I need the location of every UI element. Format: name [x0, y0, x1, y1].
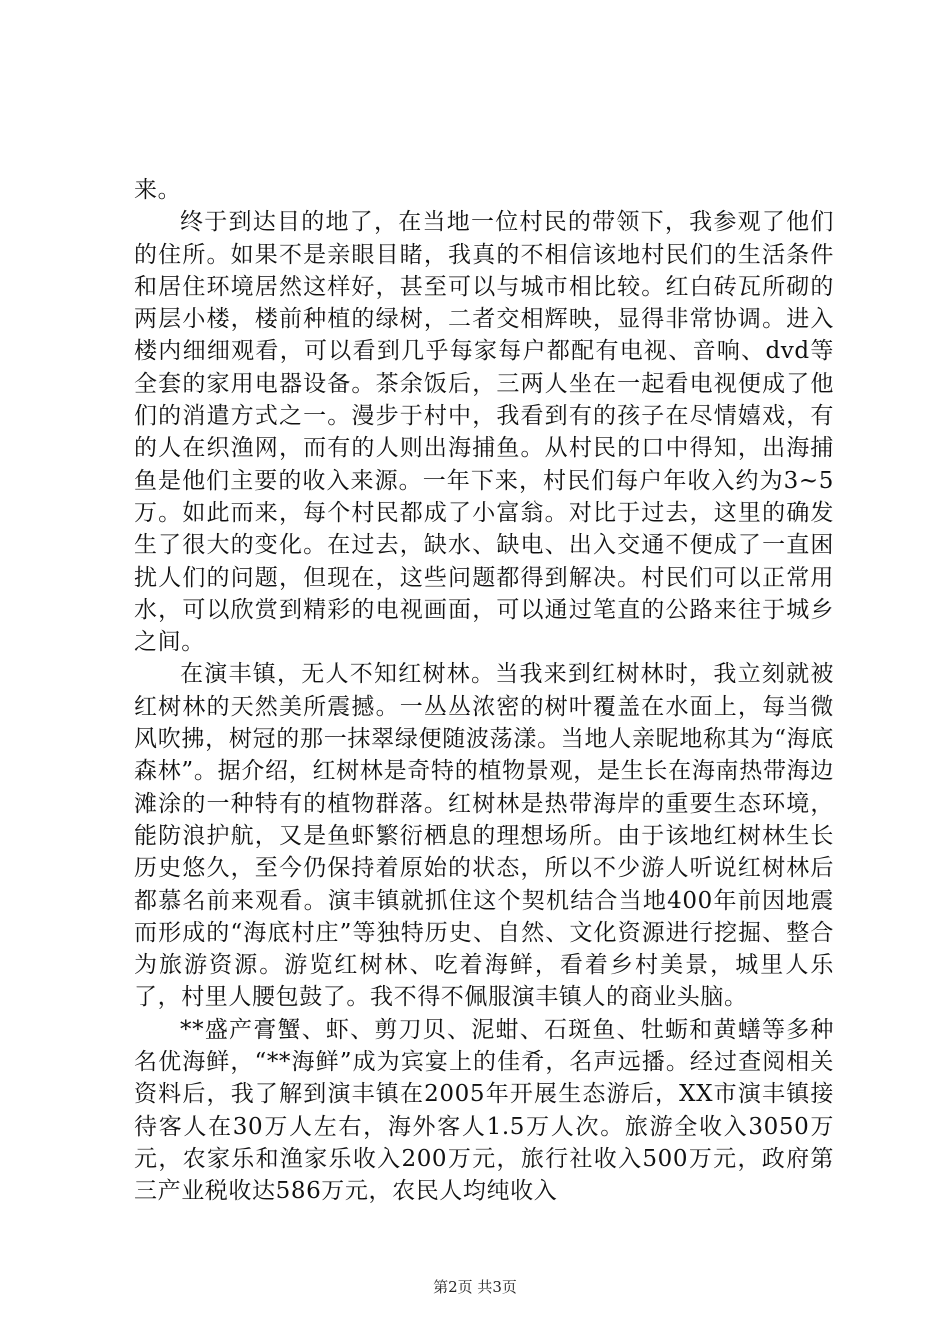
paragraph-3: 在演丰镇，无人不知红树林。当我来到红树林时，我立刻就被红树林的天然美所震撼。一丛丛浓密的树叶覆盖在水面上，每当微风吹拂，树冠的那一抹翠绿便随波荡漾。当地人亲昵地称其为“海底森林”。据介绍，红树林是奇特的植物景观，是生长在海南热带海边滩涂的一种特有的植物群落。红树林是热带海岸的重要生态环境，能防浪护航，又是鱼虾繁衍栖息的理想场所。由于该地红树林生长历史悠久，至今仍保持着原始的状态，所以不少游人听说红树林后都慕名前来观看。演丰镇就抓住这个契机结合当地400年前因地震而形成的“海底村庄”等独特历史、自然、文化资源进行挖掘、整合为旅游资源。游览红树林、吃着海鲜，看着乡村美景，城里人乐了，村里人腰包鼓了。我不得不佩服演丰镇人的商业头脑。: [134, 661, 834, 1011]
paragraph-1: 来。: [134, 177, 182, 203]
paragraph-2: 终于到达目的地了，在当地一位村民的带领下，我参观了他们的住所。如果不是亲眼目睹，我真的不相信该地村民们的生活条件和居住环境居然这样好，甚至可以与城市相比较。红白砖瓦所砌的两层小楼，楼前种植的绿树，二者交相辉映，显得非常协调。进入楼内细细观看，可以看到几乎每家每户都配有电视、音响、dvd等全套的家用电器设备。茶余饭后，三两人坐在一起看电视便成了他们的消遣方式之一。漫步于村中，我看到有的孩子在尽情嬉戏，有的人在织渔网，而有的人则出海捕鱼。从村民的口中得知，出海捕鱼是他们主要的收入来源。一年下来，村民们每户年收入约为3~5万。如此而来，每个村民都成了小富翁。对比于过去，这里的确发生了很大的变化。在过去，缺水、缺电、出入交通不便成了一直困扰人们的问题，但现在，这些问题都得到解决。村民们可以正常用水，可以欣赏到精彩的电视画面，可以通过笔直的公路来往于城乡之间。: [134, 209, 834, 656]
body-text: [134, 174, 834, 1208]
page-number-footer: 第2页 共3页: [433, 1278, 517, 1296]
paragraph-4: **盛产膏蟹、虾、剪刀贝、泥蚶、石斑鱼、牡蛎和黄蟮等多种名优海鲜，“**海鲜”成为宾宴上的佳肴，名声远播。经过查阅相关资料后，我了解到演丰镇在2005年开展生态游后，XX市演丰镇接待客人在30万人左右，海外客人1.5万人次。旅游全收入3050万元，农家乐和渔家乐收入200万元，旅行社收入500万元，政府第三产业税收达586万元，农民人均纯收入: [134, 1016, 834, 1205]
